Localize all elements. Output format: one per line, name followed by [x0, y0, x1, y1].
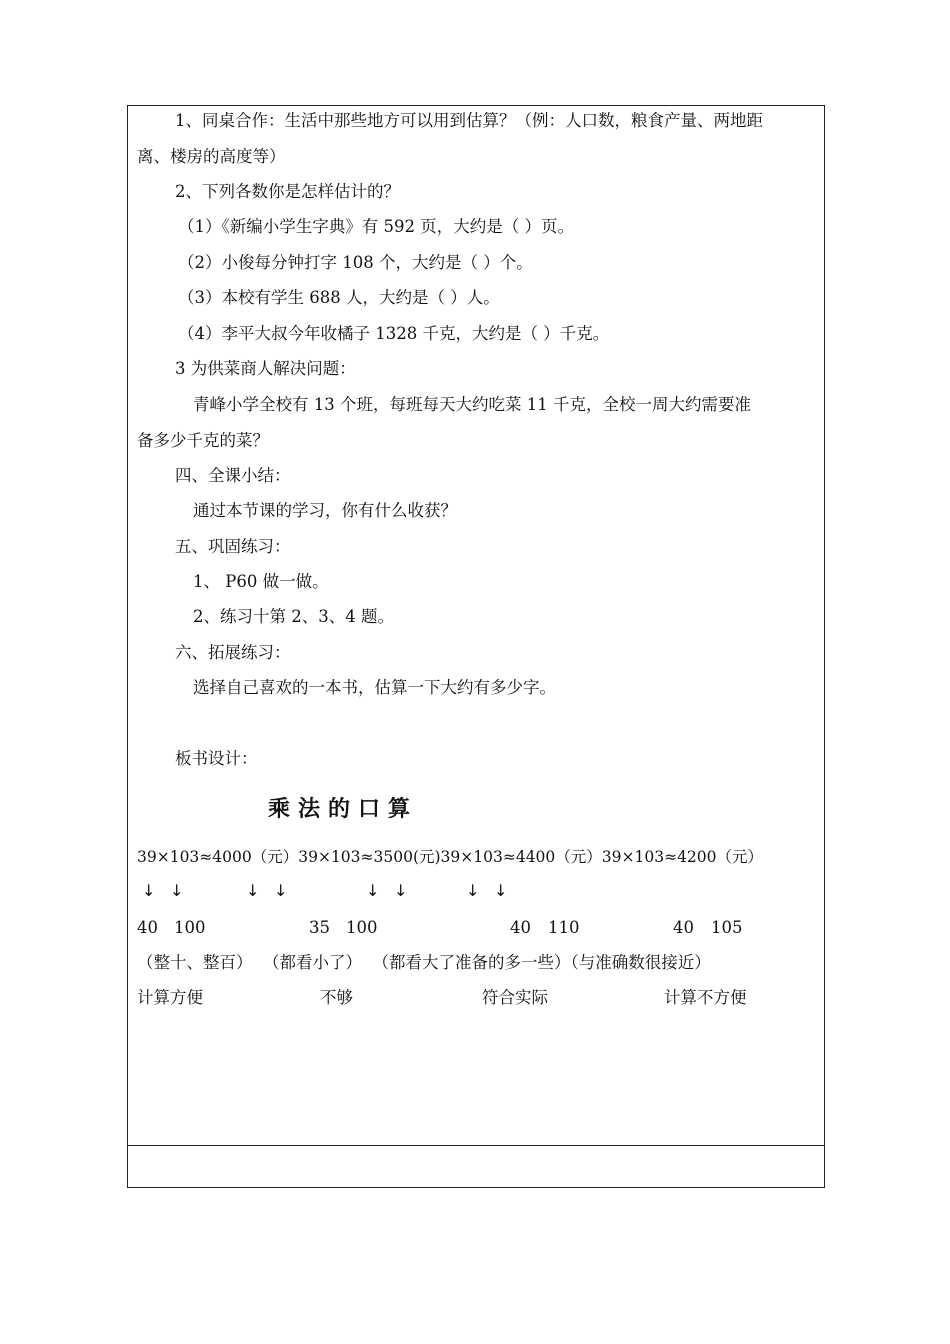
- text-line: （2）小俊每分钟打字 108 个，大约是（ ）个。: [178, 253, 533, 272]
- estimate-number: 40: [510, 918, 531, 937]
- board-comment: 计算不方便: [664, 988, 747, 1007]
- board-comment: 计算方便: [137, 988, 203, 1007]
- estimate-number: 110: [548, 918, 580, 937]
- estimate-number: 40: [137, 918, 158, 937]
- board-reasons: （整十、整百） （都看小了） （都看大了准备的多一些）（与准确数很接近）: [137, 953, 711, 972]
- text-line: 选择自己喜欢的一本书，估算一下大约有多少字。: [193, 678, 556, 697]
- board-comment: 不够: [320, 988, 353, 1007]
- board-title: 乘法的口算: [268, 797, 419, 822]
- text-line: 五、巩固练习：: [175, 537, 291, 556]
- estimate-number: 100: [174, 918, 206, 937]
- estimate-number: 100: [346, 918, 378, 937]
- text-line: 3 为供菜商人解决问题：: [175, 359, 356, 378]
- text-line: （4）李平大叔今年收橘子 1328 千克，大约是（ ）千克。: [178, 324, 610, 343]
- text-line: 2、练习十第 2、3、4 题。: [193, 607, 394, 626]
- down-arrow-icon: ↓: [394, 881, 408, 900]
- down-arrow-icon: ↓: [494, 881, 508, 900]
- text-line: 备多少千克的菜？: [137, 431, 269, 450]
- down-arrow-icon: ↓: [246, 881, 260, 900]
- table-divider: [128, 1145, 824, 1146]
- text-line: 1、 P60 做一做。: [193, 572, 329, 591]
- estimate-number: 40: [673, 918, 694, 937]
- down-arrow-icon: ↓: [142, 881, 156, 900]
- estimate-number: 105: [711, 918, 743, 937]
- down-arrow-icon: ↓: [366, 881, 380, 900]
- down-arrow-icon: ↓: [466, 881, 480, 900]
- board-equations: 39×103≈4000（元）39×103≈3500(元)39×103≈4400（元）39×103≈4200（元）: [137, 848, 764, 866]
- text-line: 青峰小学全校有 13 个班，每班每天大约吃菜 11 千克，全校一周大约需要准: [193, 395, 751, 414]
- text-line: 通过本节课的学习，你有什么收获？: [193, 501, 457, 520]
- down-arrow-icon: ↓: [170, 881, 184, 900]
- down-arrow-icon: ↓: [274, 881, 288, 900]
- text-line: 离、楼房的高度等）: [137, 147, 286, 166]
- text-line: 四、全课小结：: [175, 466, 291, 485]
- board-comment: 符合实际: [482, 988, 548, 1007]
- text-line: 六、拓展练习：: [175, 643, 291, 662]
- text-line: 板书设计：: [175, 749, 258, 768]
- text-line: 2、下列各数你是怎样估计的？: [175, 182, 400, 201]
- text-line: 1、同桌合作：生活中那些地方可以用到估算？（例：人口数，粮食产量、两地距: [175, 111, 763, 130]
- estimate-number: 35: [309, 918, 330, 937]
- text-line: （1）《新编小学生字典》有 592 页，大约是（ ）页。: [178, 217, 574, 236]
- text-line: （3）本校有学生 688 人，大约是（ ）人。: [178, 288, 500, 307]
